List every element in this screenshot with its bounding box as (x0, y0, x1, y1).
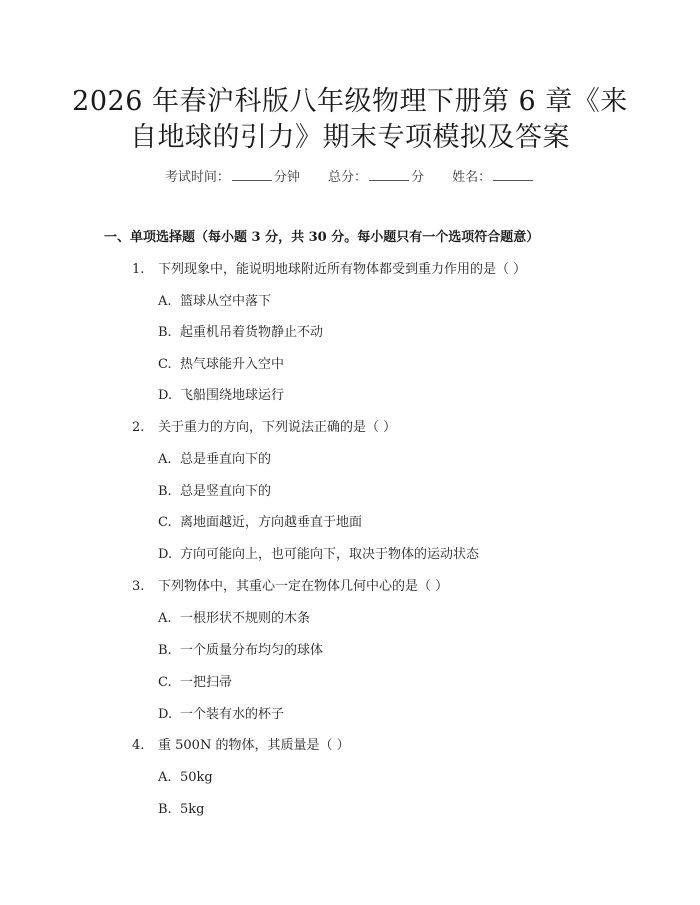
total-score-label: 总分： (327, 170, 367, 185)
exam-time-label: 考试时间： (164, 170, 230, 185)
student-name-field (452, 168, 535, 188)
question-3-option-b (158, 641, 323, 661)
option-text: 5kg (180, 802, 205, 817)
option-label: A. (158, 452, 172, 467)
document-title-line1: 2026 年春沪科版八年级物理下册第 6 章《来 (72, 86, 628, 117)
option-label: A. (158, 294, 172, 309)
option-text: 总是垂直向下的 (180, 452, 272, 467)
question-text: 重 500N 的物体，其质量是（ ） (158, 738, 350, 753)
exam-info (0, 168, 700, 188)
exam-time-unit: 分钟 (273, 170, 300, 185)
question-4-option-b (158, 800, 204, 820)
option-label: A. (158, 611, 172, 626)
option-text: 总是竖直向下的 (180, 484, 272, 499)
total-score-field (328, 168, 424, 188)
option-label: A. (158, 770, 172, 785)
question-2-option-b (158, 482, 271, 502)
question-2-option-a (158, 450, 271, 470)
question-2 (132, 418, 396, 438)
option-label: C. (158, 357, 172, 372)
question-number: 2. (132, 420, 145, 435)
question-text: 下列现象中，能说明地球附近所有物体都受到重力作用的是（ ） (158, 262, 527, 277)
option-label: B. (158, 643, 172, 658)
question-2-option-d (158, 545, 479, 565)
option-text: 篮球从空中落下 (180, 294, 272, 309)
option-label: C. (158, 515, 172, 530)
total-score-unit: 分 (411, 170, 425, 185)
exam-time-blank (232, 168, 272, 181)
option-text: 热气球能升入空中 (180, 357, 285, 372)
option-text: 离地面越近，方向越垂直于地面 (180, 515, 363, 530)
section-heading: 一、单项选择题（每小题 3 分，共 30 分。每小题只有一个选项符合题意） (104, 230, 540, 245)
student-name-blank (493, 168, 533, 181)
option-label: D. (158, 388, 173, 403)
option-label: C. (158, 675, 172, 690)
option-text: 一根形状不规则的木条 (180, 611, 311, 626)
question-1-option-c (158, 355, 284, 375)
option-text: 起重机吊着货物静止不动 (180, 325, 324, 340)
option-label: D. (158, 547, 173, 562)
question-number: 1. (132, 262, 145, 277)
question-number: 4. (132, 738, 145, 753)
student-name-label: 姓名： (452, 170, 492, 185)
option-label: D. (158, 707, 173, 722)
document-title-line2: 自地球的引力》期末专项模拟及答案 (130, 122, 570, 153)
option-label: B. (158, 325, 172, 340)
option-text: 一把扫帚 (180, 675, 233, 690)
option-text: 一个质量分布均匀的球体 (180, 643, 324, 658)
question-text: 下列物体中，其重心一定在物体几何中心的是（ ） (158, 579, 449, 594)
option-label: B. (158, 802, 172, 817)
option-text: 一个装有水的杯子 (180, 707, 285, 722)
question-1-option-a (158, 292, 271, 312)
option-text: 飞船围绕地球运行 (180, 388, 285, 403)
exam-time-field (165, 168, 300, 188)
option-text: 方向可能向上，也可能向下，取决于物体的运动状态 (180, 547, 480, 562)
question-4 (132, 736, 350, 756)
question-number: 3. (132, 579, 145, 594)
question-1 (132, 260, 526, 280)
question-text: 关于重力的方向，下列说法正确的是（ ） (158, 420, 397, 435)
total-score-blank (369, 168, 409, 181)
question-2-option-c (158, 513, 362, 533)
question-3-option-d (158, 705, 284, 725)
option-label: B. (158, 484, 172, 499)
question-3-option-c (158, 673, 232, 693)
question-1-option-b (158, 323, 323, 343)
question-3-option-a (158, 609, 310, 629)
option-text: 50kg (180, 770, 213, 785)
question-1-option-d (158, 386, 284, 406)
question-3 (132, 577, 448, 597)
question-4-option-a (158, 768, 213, 788)
